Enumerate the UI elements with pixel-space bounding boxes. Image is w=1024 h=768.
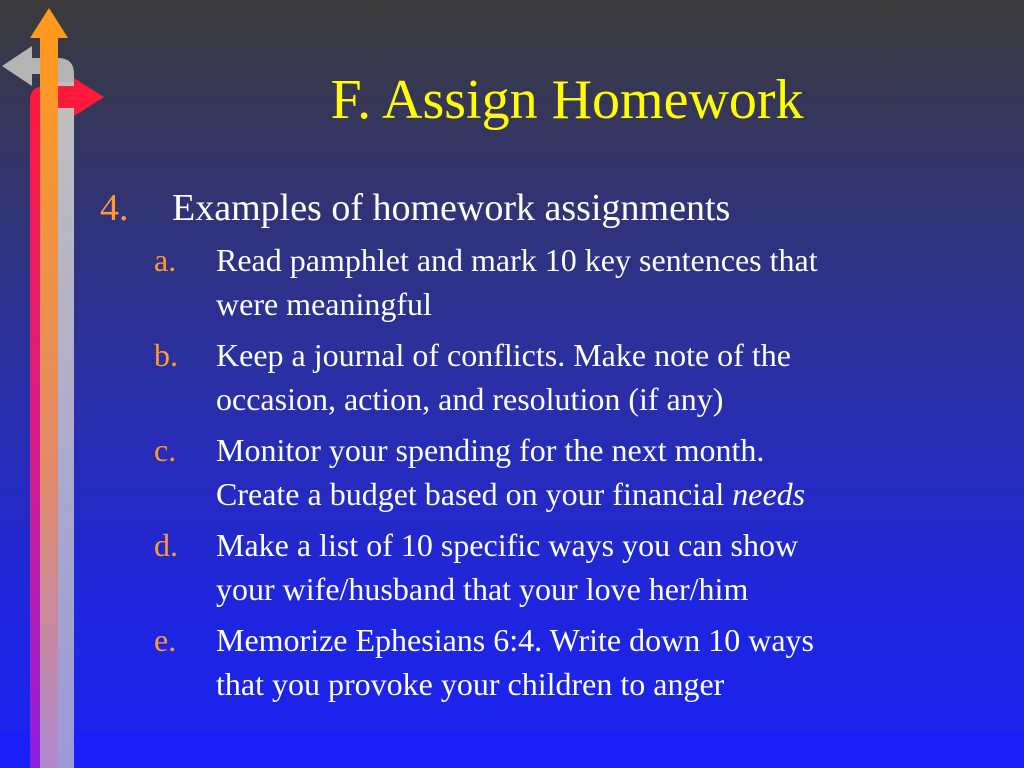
- main-item-number: 4.: [100, 187, 129, 229]
- sub-item-line: Create a budget based on your financial: [216, 476, 733, 512]
- sub-item-a: [154, 238, 1000, 326]
- sub-item-line: were meaningful: [216, 286, 432, 322]
- sub-item-d: [154, 523, 1000, 611]
- sub-item-line: Monitor your spending for the next month.: [216, 432, 765, 468]
- sub-item-letter: d.: [154, 527, 178, 563]
- sub-item-c: [154, 428, 1000, 516]
- sub-item-line: Keep a journal of conflicts. Make note of the: [216, 337, 791, 373]
- sub-item-line: occasion, action, and resolution (if any): [216, 381, 724, 417]
- sub-item-line: your wife/husband that your love her/him: [216, 571, 749, 607]
- main-list-item: [100, 184, 1000, 232]
- sub-item-line: Make a list of 10 specific ways you can show: [216, 527, 799, 563]
- sub-item-text: [216, 238, 976, 326]
- sub-item-line: that you provoke your children to anger: [216, 666, 725, 702]
- sub-item-letter: a.: [154, 242, 177, 278]
- main-item-text: Examples of homework assignments: [172, 187, 731, 229]
- bottom-band: [0, 732, 1024, 768]
- sub-item-text: [216, 618, 976, 706]
- sub-item-line: Read pamphlet and mark 10 key sentences that: [216, 242, 818, 278]
- sub-item-letter: e.: [154, 622, 177, 658]
- three-arrows-icon: [0, 0, 110, 768]
- emphasis-text: needs: [732, 476, 806, 512]
- sub-item-letter: c.: [154, 432, 177, 468]
- slide-content: [100, 184, 1000, 713]
- sub-list: [100, 238, 1000, 706]
- sub-item-e: [154, 618, 1000, 706]
- sub-item-text: [216, 523, 976, 611]
- sub-item-b: [154, 333, 1000, 421]
- sub-item-line: Memorize Ephesians 6:4. Write down 10 ways: [216, 622, 814, 658]
- sub-item-text: [216, 333, 976, 421]
- sub-item-text: [216, 428, 976, 516]
- sub-item-letter: b.: [154, 337, 178, 373]
- slide-title: F. Assign Homework: [330, 69, 804, 131]
